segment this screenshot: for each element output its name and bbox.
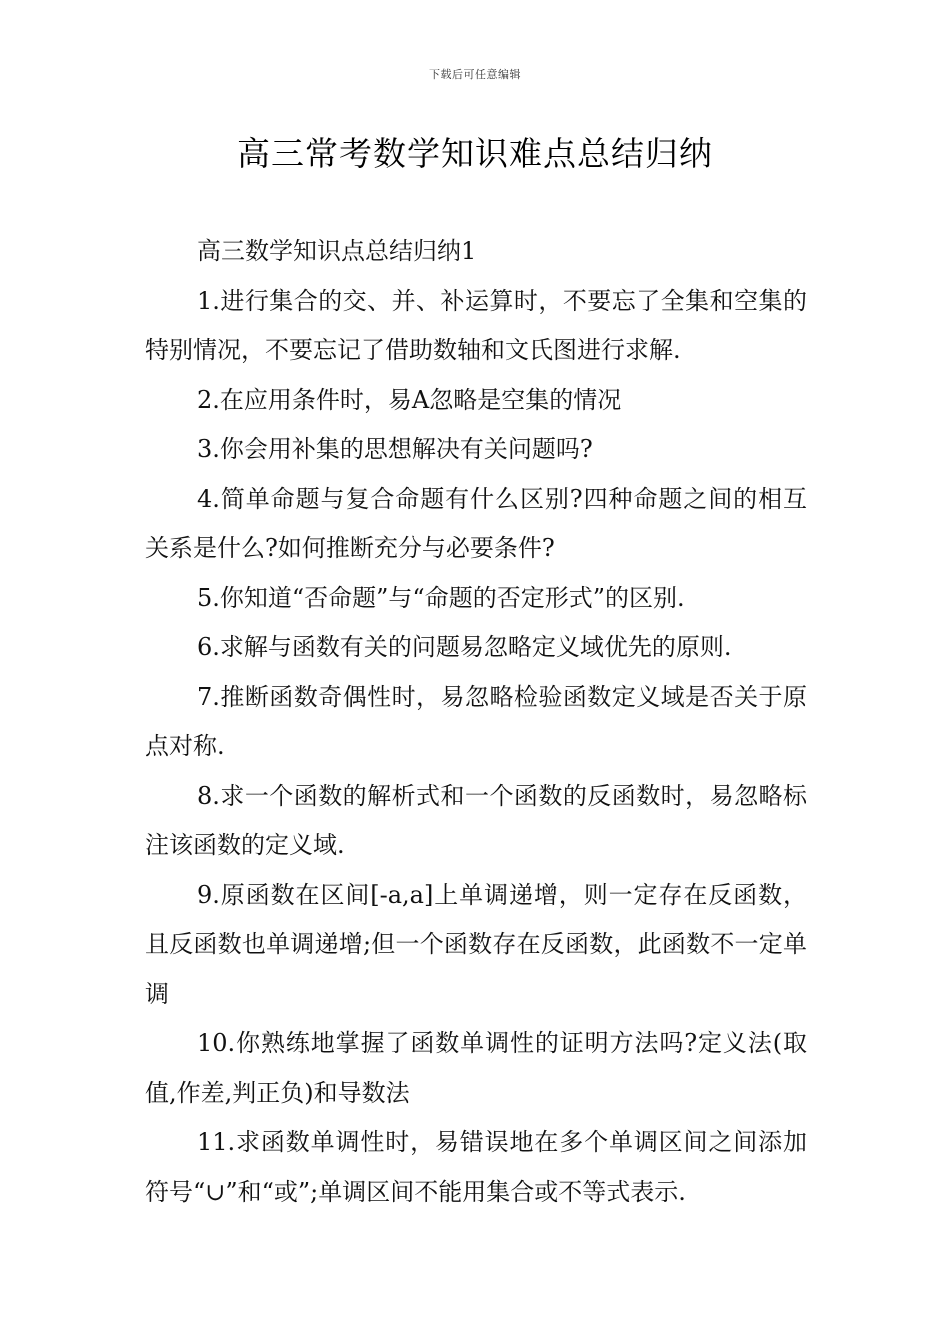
paragraph-item-3: 3.你会用补集的思想解决有关问题吗? (197, 435, 593, 463)
paragraph-item-7: 7.推断函数奇偶性时，易忽略检验函数定义域是否关于原点对称. (145, 682, 807, 760)
paragraph-item-6: 6.求解与函数有关的问题易忽略定义域优先的原则. (197, 633, 732, 661)
paragraph-item-2: 2.在应用条件时，易A忽略是空集的情况 (197, 385, 622, 414)
document-body (145, 227, 807, 1217)
paragraph-item-4: 4.简单命题与复合命题有什么区别?四种命题之间的相互关系是什么?如何推断充分与必要条件? (145, 484, 807, 562)
paragraph-item-1: 1.进行集合的交、并、补运算时，不要忘了全集和空集的特别情况，不要忘记了借助数轴和文氏图进行求解. (145, 286, 807, 364)
paragraph-item-5: 5.你知道“否命题”与“命题的否定形式”的区别. (197, 583, 685, 612)
header-note: 下载后可任意编辑 (429, 68, 521, 81)
paragraph-item-11: 11.求函数单调性时，易错误地在多个单调区间之间添加符号“∪”和“或”;单调区间不能用集合或不等式表示. (145, 1128, 807, 1206)
paragraph-item-9: 9.原函数在区间[-a,a]上单调递增，则一定存在反函数，且反函数也单调递增;但一个函数存在反函数，此函数不一定单调 (145, 880, 807, 1008)
section-heading: 高三数学知识点总结归纳1 (197, 237, 477, 265)
paragraph-item-8: 8.求一个函数的解析式和一个函数的反函数时，易忽略标注该函数的定义域. (145, 781, 807, 859)
paragraph-item-10: 10.你熟练地掌握了函数单调性的证明方法吗?定义法(取值,作差,判正负)和导数法 (145, 1029, 807, 1107)
document-title: 高三常考数学知识难点总结归纳 (237, 134, 713, 173)
